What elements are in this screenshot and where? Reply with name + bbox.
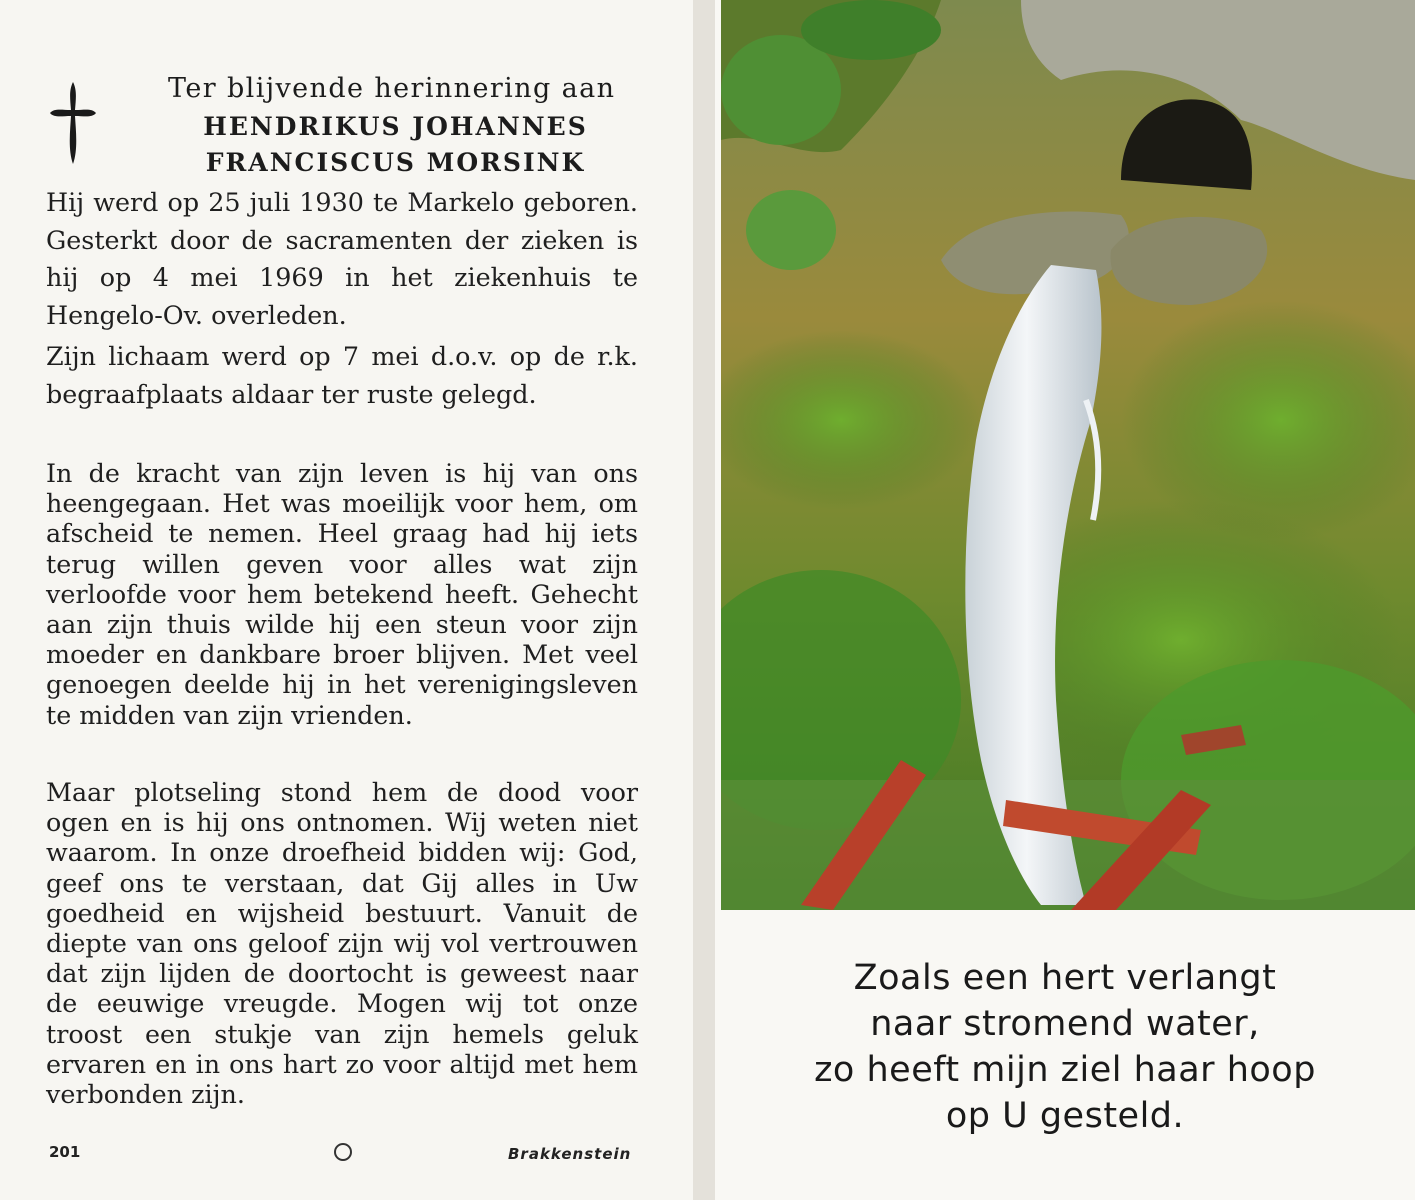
publisher-name: Brakkenstein bbox=[508, 1145, 632, 1163]
card-number: 201 bbox=[49, 1143, 81, 1161]
bible-verse bbox=[760, 955, 1370, 1139]
prayer-paragraph: Maar plotseling stond hem de dood voor ogen en is hij ons ontnomen. Wij weten niet waarom. In onze droefheid bidden wij: God, geef ons te verstaan, dat Gij alles in Uw goedheid en wijsheid bestuurt. Vanuit de diepte van ons geloof zijn wij vol vertrouwen dat zijn lijden de doortocht is geweest naar de eeuwige vreugde. Mogen wij tot onze troost een stukje van zijn hemels geluk ervaren en in ons hart zo voor altijd met hem verbonden zijn. bbox=[46, 777, 638, 1110]
verse-line: Zoals een hert verlangt bbox=[853, 958, 1277, 998]
verse-line: zo heeft mijn ziel haar hoop bbox=[814, 1050, 1316, 1090]
cross-icon bbox=[48, 80, 98, 166]
memorial-card-text-side bbox=[0, 0, 694, 1200]
burial-paragraph: Zijn lichaam werd op 7 mei d.o.v. op de r.k. begraafplaats aldaar ter ruste gelegd. bbox=[46, 341, 638, 409]
verse-line: op U gesteld. bbox=[945, 1096, 1185, 1136]
birth-death-paragraph: Hij werd op 25 juli 1930 te Markelo geboren. Gesterkt door de sacramenten der zieken is hij op 4 mei 1969 in het ziekenhuis te Hengelo-Ov. overleden. bbox=[46, 187, 638, 330]
deceased-name-line1: HENDRIKUS JOHANNES bbox=[203, 112, 588, 141]
remembrance-intro: Ter blijvende herinnering aan bbox=[168, 73, 616, 104]
waterfall-spring-icon bbox=[721, 0, 1415, 910]
life-paragraph: In de kracht van zijn leven is hij van ons heengegaan. Het was moeilijk voor hem, om afscheid te nemen. Heel graag had hij iets terug willen geven voor alles wat zijn verloofde voor hem betekend heeft. Gehecht aan zijn thuis wilde hij een steun voor zijn moeder en dankbare broer blijven. Met veel genoegen deelde hij in het verenigingsleven te midden van zijn vrienden. bbox=[46, 458, 638, 730]
publisher-mark-icon bbox=[334, 1143, 352, 1161]
deceased-name-line2: FRANCISCUS MORSINK bbox=[205, 148, 586, 177]
verse-line: naar stromend water, bbox=[870, 1004, 1260, 1044]
card-gap bbox=[693, 0, 715, 1200]
